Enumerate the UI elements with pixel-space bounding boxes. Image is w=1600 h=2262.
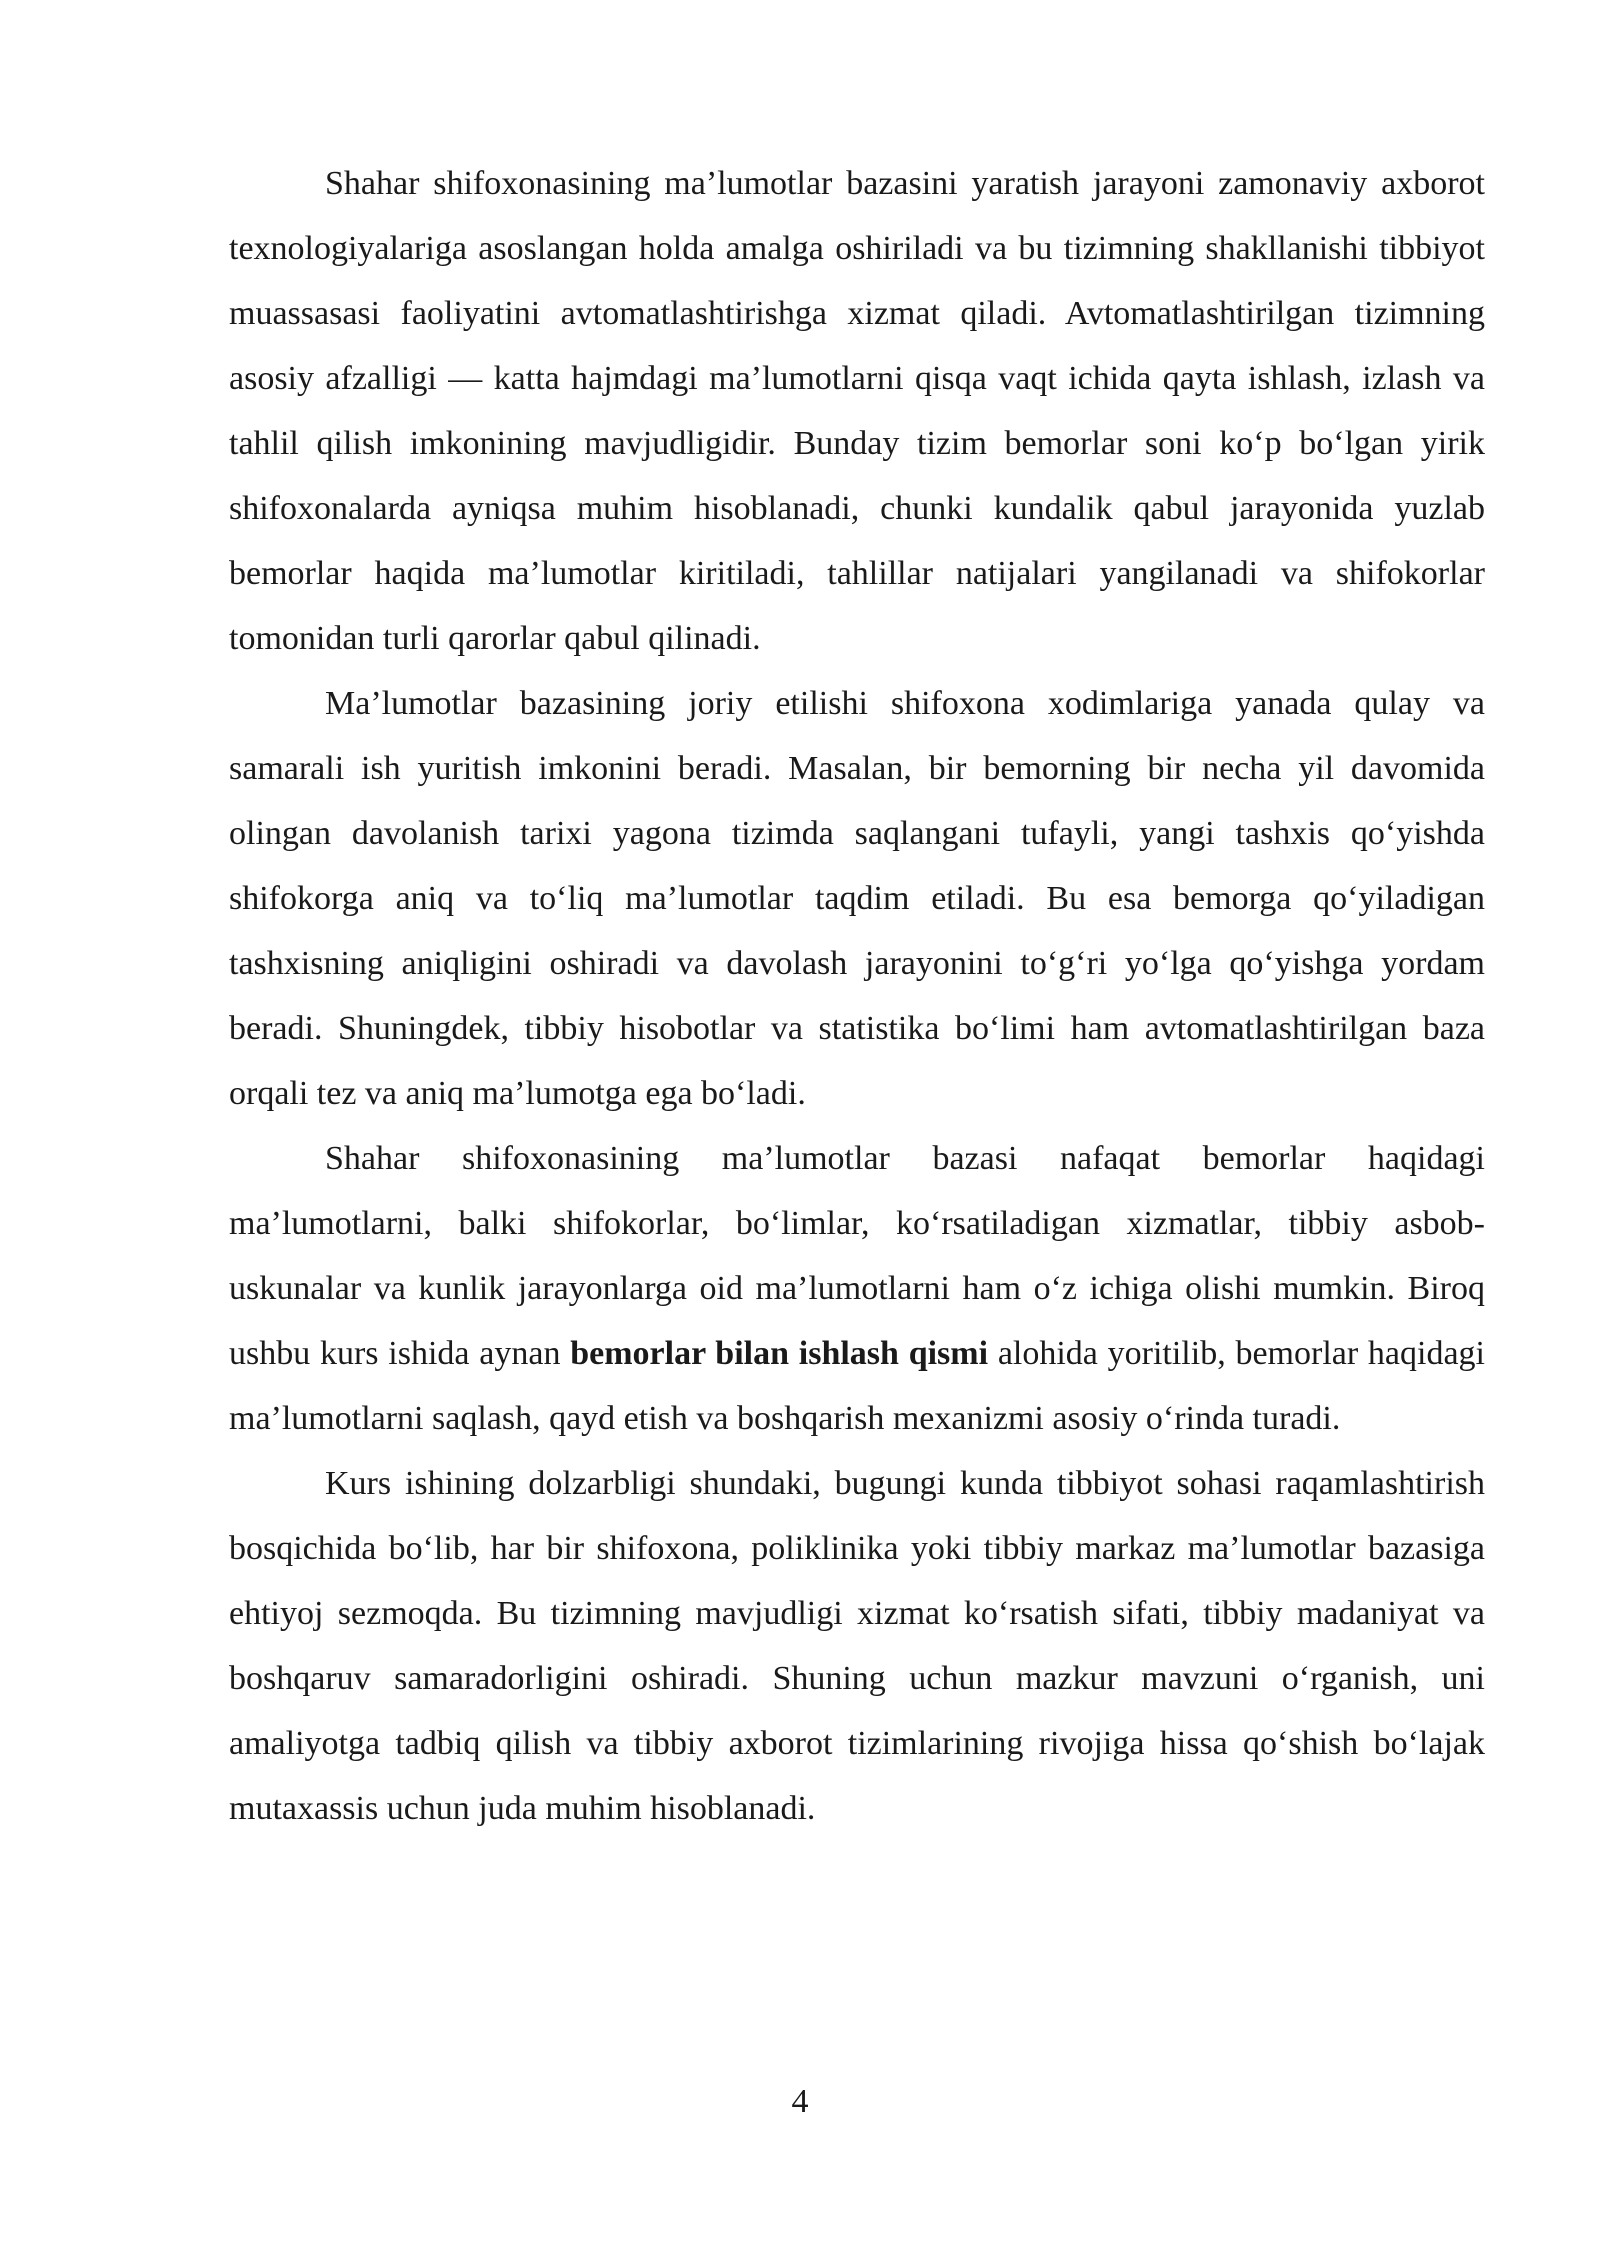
document-body	[229, 151, 1485, 1841]
paragraph-3-text-before-bold: Shahar shifoxonasining ma’lumotlar bazasi nafaqat bemorlar haqidagi ma’lumotlarni, balki shifokorlar, boʻlimlar, koʻrsatiladigan xizmatlar, tibbiy asbob-uskunalar va kunlik jarayonlarga oid ma’lumotlarni ham oʻz ichiga olishi mumkin. Biroq ushbu kurs ishida aynan	[229, 1140, 1485, 1372]
page-number: 4	[791, 2083, 809, 2120]
paragraph-1: Shahar shifoxonasining ma’lumotlar bazasini yaratish jarayoni zamonaviy axborot texnologiyalariga asoslangan holda amalga oshiriladi va bu tizimning shakllanishi tibbiyot muassasasi faoliyatini avtomatlashtirishga xizmat qiladi. Avtomatlashtirilgan tizimning asosiy afzalligi — katta hajmdagi ma’lumotlarni qisqa vaqt ichida qayta ishlash, izlash va tahlil qilish imkonining mavjudligidir. Bunday tizim bemorlar soni koʻp boʻlgan yirik shifoxonalarda ayniqsa muhim hisoblanadi, chunki kundalik qabul jarayonida yuzlab bemorlar haqida ma’lumotlar kiritiladi, tahlillar natijalari yangilanadi va shifokorlar tomonidan turli qarorlar qabul qilinadi.	[229, 165, 1485, 657]
paragraph-4: Kurs ishining dolzarbligi shundaki, bugungi kunda tibbiyot sohasi raqamlashtirish bosqichida boʻlib, har bir shifoxona, poliklinika yoki tibbiy markaz ma’lumotlar bazasiga ehtiyoj sezmoqda. Bu tizimning mavjudligi xizmat koʻrsatish sifati, tibbiy madaniyat va boshqaruv samaradorligini oshiradi. Shuning uchun mazkur mavzuni oʻrganish, uni amaliyotga tadbiq qilish va tibbiy axborot tizimlarining rivojiga hissa qoʻshish boʻlajak mutaxassis uchun juda muhim hisoblanadi.	[229, 1465, 1485, 1827]
paragraph-2: Ma’lumotlar bazasining joriy etilishi shifoxona xodimlariga yanada qulay va samarali ish yuritish imkonini beradi. Masalan, bir bemorning bir necha yil davomida olingan davolanish tarixi yagona tizimda saqlangani tufayli, yangi tashxis qoʻyishda shifokorga aniq va toʻliq ma’lumotlar taqdim etiladi. Bu esa bemorga qoʻyiladigan tashxisning aniqligini oshiradi va davolash jarayonini toʻgʻri yoʻlga qoʻyishga yordam beradi. Shuningdek, tibbiy hisobotlar va statistika boʻlimi ham avtomatlashtirilgan baza orqali tez va aniq ma’lumotga ega boʻladi.	[229, 685, 1485, 1112]
paragraph-3	[229, 1126, 1485, 1451]
paragraph-3-text-after-bold: alohida yoritilib, bemorlar haqidagi ma’lumotlarni saqlash, qayd etish va boshqarish mexanizmi asosiy oʻrinda turadi.	[229, 1335, 1486, 1437]
paragraph-3-bold-phrase: bemorlar bilan ishlash qismi	[570, 1335, 989, 1372]
